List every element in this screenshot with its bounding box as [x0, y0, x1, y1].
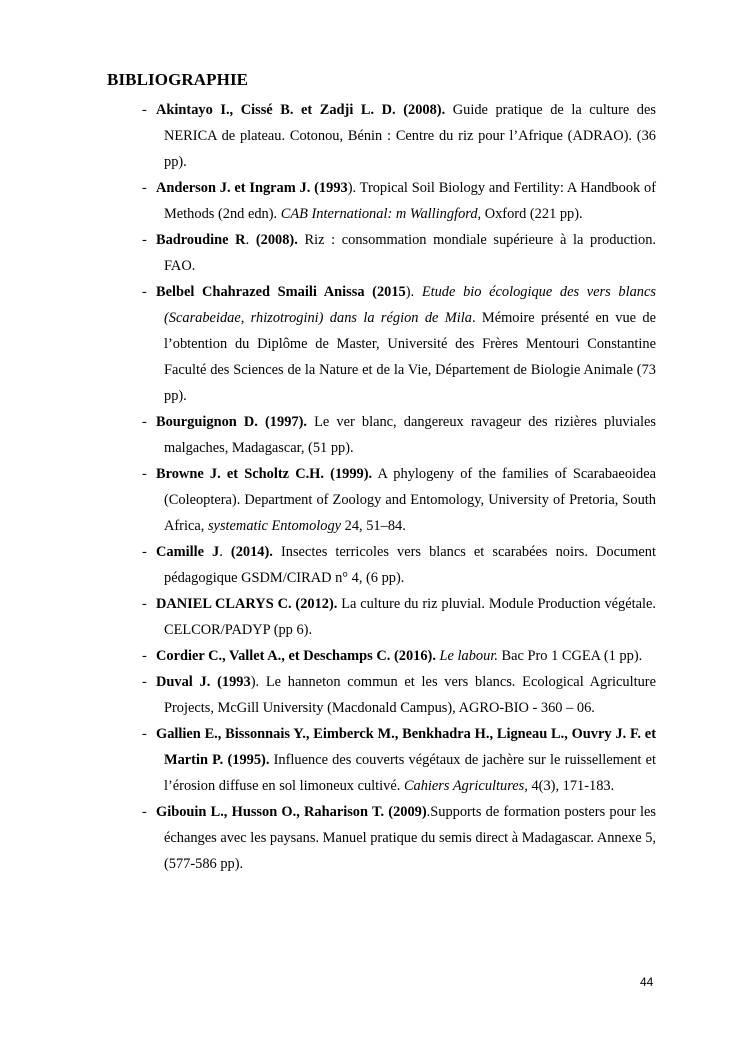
reference-author: DANIEL CLARYS C. (2012).: [156, 596, 338, 612]
reference-author: Duval J. (1993: [156, 674, 251, 690]
list-dash: -: [142, 180, 147, 196]
reference-source: systematic Entomology: [207, 518, 342, 534]
reference-text: Le ver blanc, dangereux ravageur des rizières pluviales malgaches, Madagascar, (51 pp).: [164, 414, 656, 456]
reference-badroudine-2008: [128, 227, 656, 279]
reference-text: Influence des couverts végétaux de jachère sur le ruissellement et l’érosion diffuse en sol limoneux cultivé.: [164, 752, 656, 794]
reference-akintayo-2008: [128, 97, 656, 175]
reference-author: Gibouin L., Husson O., Raharison T. (2009): [156, 804, 427, 820]
reference-browne-1999: [128, 461, 656, 539]
reference-text: 4(3), 171-183.: [527, 778, 615, 794]
reference-author: Gallien E., Bissonnais Y., Eimberck M., Benkhadra H., Ligneau L., Ouvry J. F. et Martin P. (1995).: [156, 726, 656, 768]
reference-text: .: [245, 232, 256, 248]
reference-source: CAB International: m Wallingford,: [280, 206, 482, 222]
list-dash: -: [142, 648, 147, 664]
reference-year: (2014).: [230, 544, 273, 560]
reference-author: Belbel Chahrazed Smaili Anissa (2015: [156, 284, 406, 300]
list-dash: -: [142, 284, 147, 300]
reference-belbel-2015: [128, 279, 656, 409]
reference-year: (2008).: [255, 232, 298, 248]
reference-text: ).: [405, 284, 422, 300]
reference-author: Camille J: [156, 544, 220, 560]
page-number: 44: [640, 975, 654, 989]
reference-cordier-2016: [128, 643, 656, 669]
list-dash: -: [142, 674, 147, 690]
reference-author: Akintayo I., Cissé B. et Zadji L. D. (2008).: [156, 102, 446, 118]
reference-duval-1993: [128, 669, 656, 721]
reference-text: . Mémoire présenté en vue de l’obtention du Diplôme de Master, Université des Frères Mentouri Constantine Faculté des Sciences de la Nature et de la Vie, Département de Biologie Animale (73 pp).: [164, 310, 656, 404]
reference-author: Anderson J. et Ingram J. (1993: [156, 180, 348, 196]
list-dash: -: [142, 726, 147, 742]
page-title: BIBLIOGRAPHIE: [107, 70, 249, 89]
bibliography-list: [128, 97, 656, 877]
list-dash: -: [142, 804, 147, 820]
list-dash: -: [142, 232, 147, 248]
list-dash: -: [142, 466, 147, 482]
reference-source: Cahiers Agricultures,: [403, 778, 528, 794]
reference-text: .: [219, 544, 231, 560]
reference-gallien-1995: [128, 721, 656, 799]
reference-camille-2014: [128, 539, 656, 591]
list-dash: -: [142, 544, 147, 560]
reference-text: Oxford (221 pp).: [481, 206, 583, 222]
reference-anderson-1993: [128, 175, 656, 227]
list-dash: -: [142, 596, 147, 612]
list-dash: -: [142, 102, 147, 118]
reference-title: Le labour.: [439, 648, 498, 664]
reference-text: Bac Pro 1 CGEA (1 pp).: [497, 648, 643, 664]
reference-text: ). Tropical Soil Biology and Fertility: A Handbook of Methods (2nd edn).: [164, 180, 656, 222]
list-dash: -: [142, 414, 147, 430]
reference-author: Bourguignon D. (1997).: [156, 414, 307, 430]
reference-author: Cordier C., Vallet A., et Deschamps C. (2016).: [156, 648, 436, 664]
reference-gibouin-2009: [128, 799, 656, 877]
reference-title: Etude bio écologique des vers blancs (Scarabeidae, rhizotrogini) dans la région de Mila: [164, 284, 656, 326]
reference-text: ). Le hanneton commun et les vers blancs. Ecological Agriculture Projects, McGill University (Macdonald Campus), AGRO-BIO - 360 – 06.: [164, 674, 656, 716]
reference-text: Insectes terricoles vers blancs et scarabées noirs. Document pédagogique GSDM/CIRAD n° 4, (6 pp).: [164, 544, 656, 586]
reference-text: 24, 51–84.: [341, 518, 406, 534]
reference-daniel-clarys-2012: [128, 591, 656, 643]
reference-text: Guide pratique de la culture des NERICA de plateau. Cotonou, Bénin : Centre du riz pour l’Afrique (ADRAO). (36 pp).: [164, 102, 656, 170]
reference-author: Badroudine R: [156, 232, 246, 248]
reference-text: .Supports de formation posters pour les échanges avec les paysans. Manuel pratique du semis direct à Madagascar. Annexe 5, (577-586 pp).: [164, 804, 656, 872]
reference-text: La culture du riz pluvial. Module Production végétale. CELCOR/PADYP (pp 6).: [164, 596, 656, 638]
reference-text: A phylogeny of the families of Scarabaeoidea (Coleoptera). Department of Zoology and Entomology, University of Pretoria, South Africa,: [164, 466, 656, 534]
reference-text: Riz : consommation mondiale supérieure à la production. FAO.: [164, 232, 656, 274]
reference-bourguignon-1997: [128, 409, 656, 461]
reference-author: Browne J. et Scholtz C.H. (1999).: [156, 466, 373, 482]
